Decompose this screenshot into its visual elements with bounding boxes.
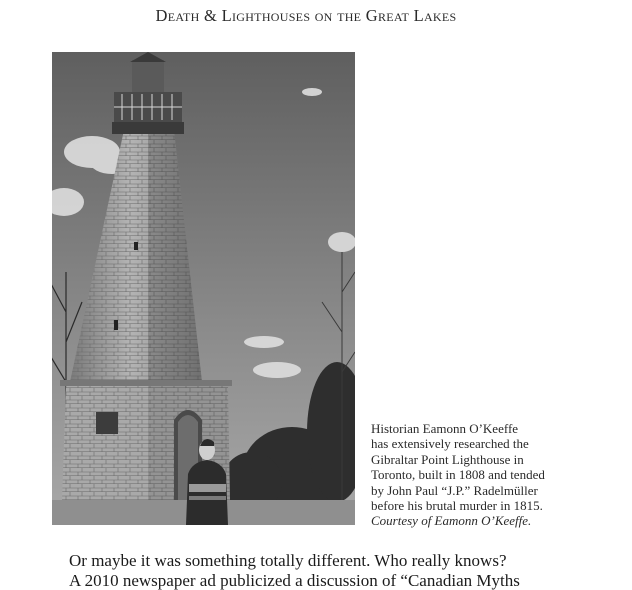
photo-credit: Courtesy of Eamonn O’Keeffe. bbox=[371, 513, 571, 528]
body-paragraph-line: A 2010 newspaper ad publicized a discussion of “Canadian Myths bbox=[69, 571, 589, 590]
body-text bbox=[69, 551, 589, 590]
lighthouse-photo bbox=[52, 52, 355, 525]
body-paragraph-line: Or maybe it was something totally different. Who really knows? bbox=[69, 551, 589, 571]
running-head: Death & Lighthouses on the Great Lakes bbox=[0, 6, 612, 26]
caption-line: Gibraltar Point Lighthouse in bbox=[371, 452, 571, 467]
caption-line: by John Paul “J.P.” Radelmüller bbox=[371, 483, 571, 498]
caption-line: Toronto, built in 1808 and tended bbox=[371, 467, 571, 482]
caption-line: has extensively researched the bbox=[371, 436, 571, 451]
photo-caption bbox=[371, 421, 571, 529]
caption-line: Historian Eamonn O’Keeffe bbox=[371, 421, 571, 436]
caption-line: before his brutal murder in 1815. bbox=[371, 498, 571, 513]
